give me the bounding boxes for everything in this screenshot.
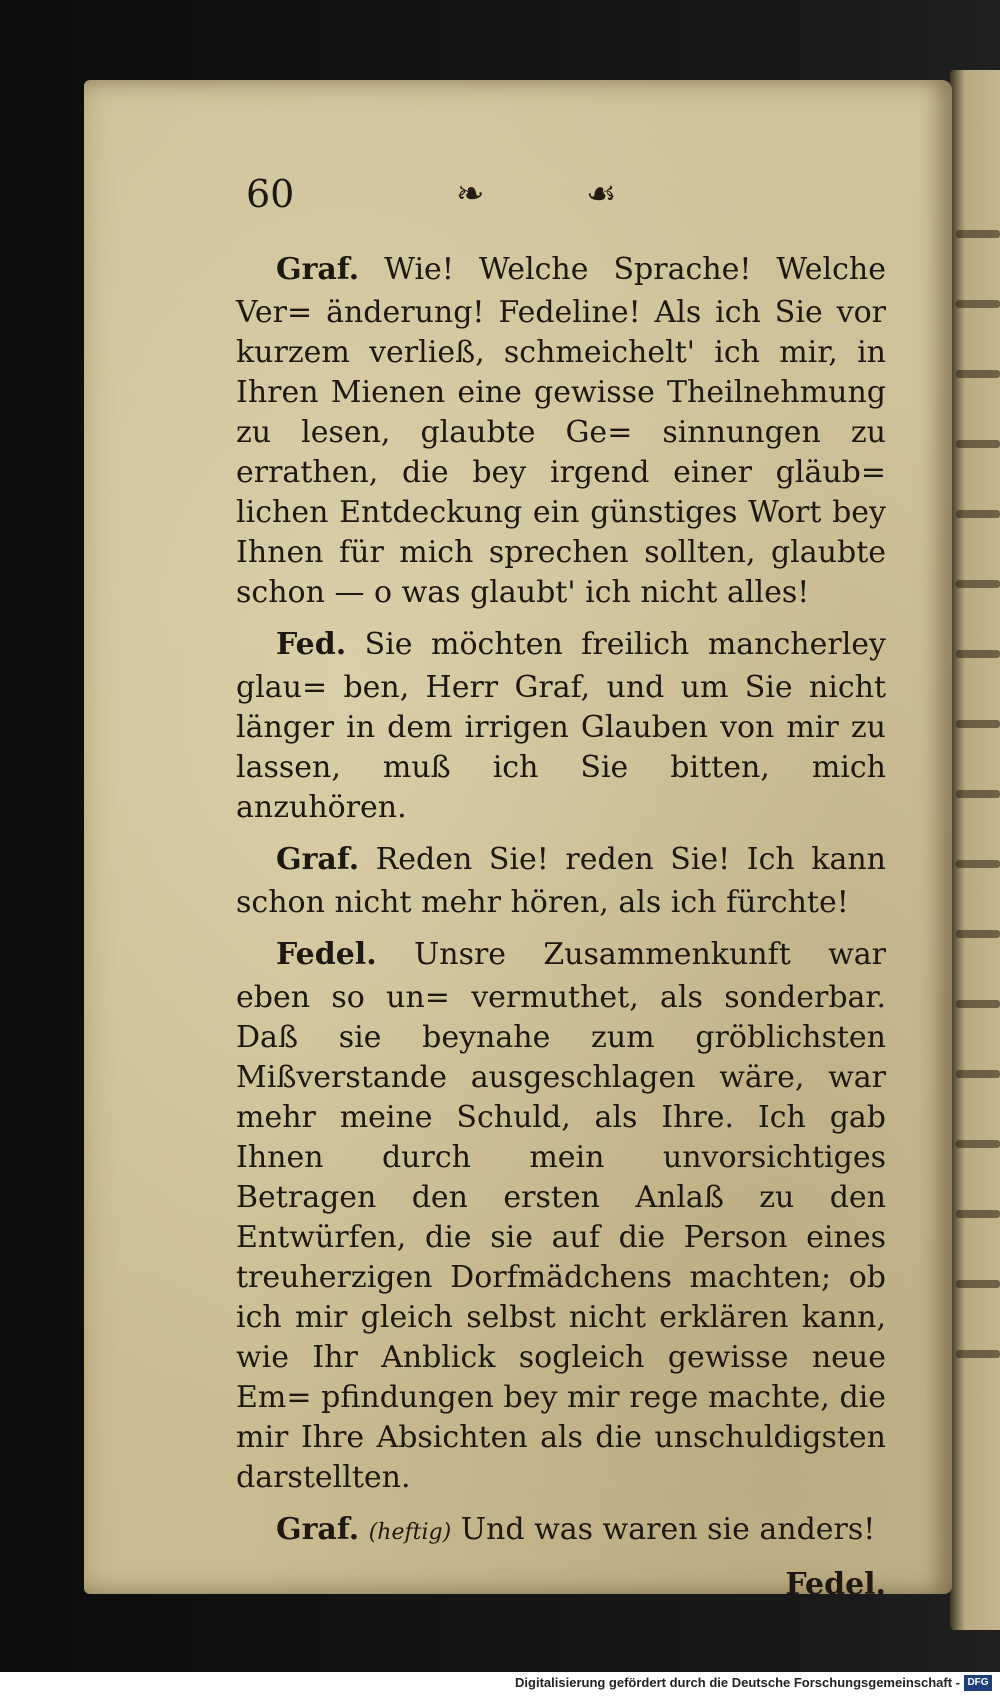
dfg-logo: DFG — [964, 1675, 992, 1691]
speaker-name: Fedel. — [276, 937, 377, 972]
dialogue-paragraph — [236, 1510, 886, 1553]
speaker-name: Graf. — [276, 252, 360, 287]
catchword: Fedel. — [785, 1567, 886, 1602]
dialogue-text: Wie! Welche Sprache! Welche Ver= änderung! Fedeline! Als ich Sie vor kurzem verließ, schmeichelt' ich mir, in Ihren Mienen eine gewisse Theilnehmung zu lesen, glaubte Ge= sinnungen zu errathen, die bey irgend einer gläub= lichen Entdeckung ein günstiges Wort bey Ihnen für mich sprechen sollten, glaubte schon — o was glaubt' ich nicht alles! — [236, 252, 886, 610]
speaker-name: Graf. — [276, 1512, 360, 1547]
dialogue-text: Und was waren sie anders! — [460, 1512, 876, 1547]
dialogue-text: Unsre Zusammenkunft war eben so un= vermuthet, als sonderbar. Daß sie beynahe zum gröblichsten Mißverstande ausgeschlagen wäre, war mehr meine Schuld, als Ihre. Ich gab Ihnen durch mein unvorsichtiges Betragen den ersten Anlaß zu den Entwürfen, die sie auf die Person eines treuherzigen Dorfmädchens machten; ob ich mir gleich selbst nicht erklären kann, wie Ihr Anblick sogleich gewisse neue Em= pfindungen bey mir rege machte, die mir Ihre Absichten als die unschuldigsten darstellten. — [236, 937, 886, 1495]
dialogue-text: Sie möchten freilich mancherley glau= ben, Herr Graf, und um Sie nicht länger in dem irrigen Glauben von mir zu lassen, muß ich Sie bitten, mich anzuhören. — [236, 627, 887, 825]
adjacent-page-edge — [950, 70, 1000, 1630]
footer-bar — [0, 1672, 1000, 1696]
header-ornament-left-icon: ❧ — [456, 174, 485, 214]
speaker-name: Fed. — [276, 627, 347, 662]
dialogue-text: Reden Sie! reden Sie! Ich kann schon nicht mehr hören, als ich fürchte! — [236, 842, 886, 920]
page-body — [236, 250, 886, 1605]
stage-direction: (heftig) — [368, 1520, 452, 1545]
page-number: 60 — [246, 172, 295, 216]
speaker-name: Graf. — [276, 842, 360, 877]
dialogue-paragraph — [236, 935, 886, 1498]
funding-notice: Digitalisierung gefördert durch die Deutsche Forschungsgemeinschaft - — [515, 1675, 960, 1690]
page-header — [246, 170, 686, 218]
dialogue-paragraph — [236, 625, 886, 828]
dialogue-paragraph — [236, 250, 886, 613]
header-ornament-right-icon: ☙ — [586, 174, 617, 214]
dialogue-paragraph — [236, 840, 886, 923]
